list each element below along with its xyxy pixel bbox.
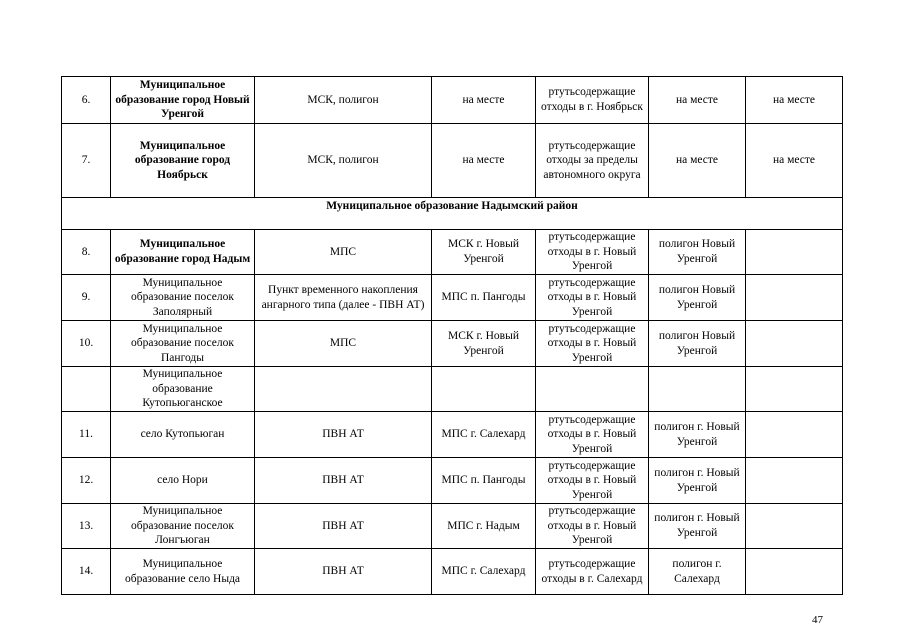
table-row [62,367,843,412]
section-title: Муниципальное образование Надымский район [62,198,843,230]
row-number: 9. [62,275,111,321]
table-row [62,321,843,367]
processing-place: полигон г. Новый Уренгой [649,458,746,504]
disposal-place: на месте [746,77,843,124]
row-number: 12. [62,458,111,504]
table-row [62,412,843,458]
municipality-name: Муниципальное образование поселок Пангоды [111,321,255,367]
disposal-place [746,549,843,595]
municipality-name: Муниципальное образование село Ныда [111,549,255,595]
section-header-row [62,198,843,230]
accumulation-place: МПС [255,230,432,275]
accumulation-place [255,367,432,412]
municipality-name: село Нори [111,458,255,504]
row-number: 7. [62,124,111,198]
collection-place: МСК г. Новый Уренгой [432,230,536,275]
transport-direction: ртутьсодержащие отходы в г. Новый Уренгой [536,412,649,458]
disposal-place [746,412,843,458]
table-row [62,124,843,198]
processing-place: полигон Новый Уренгой [649,275,746,321]
row-number: 10. [62,321,111,367]
transport-direction: ртутьсодержащие отходы в г. Салехард [536,549,649,595]
accumulation-place: ПВН АТ [255,504,432,549]
transport-direction: ртутьсодержащие отходы в г. Новый Уренгой [536,230,649,275]
collection-place: МПС г. Салехард [432,412,536,458]
transport-direction: ртутьсодержащие отходы за пределы автономного округа [536,124,649,198]
processing-place [649,367,746,412]
processing-place: полигон г. Салехард [649,549,746,595]
collection-place: МПС п. Пангоды [432,275,536,321]
municipality-name: Муниципальное образование город Надым [111,230,255,275]
transport-direction: ртутьсодержащие отходы в г. Новый Уренгой [536,275,649,321]
accumulation-place: ПВН АТ [255,549,432,595]
collection-place [432,367,536,412]
row-number: 11. [62,412,111,458]
municipality-name: село Кутопьюган [111,412,255,458]
table-body [62,77,843,595]
table-row [62,504,843,549]
transport-direction: ртутьсодержащие отходы в г. Новый Уренгой [536,458,649,504]
accumulation-place: Пункт временного накопления ангарного типа (далее - ПВН АТ) [255,275,432,321]
processing-place: на месте [649,124,746,198]
table-row [62,275,843,321]
row-number: 13. [62,504,111,549]
waste-management-table [61,76,843,595]
municipality-name: Муниципальное образование поселок Лонгъюган [111,504,255,549]
processing-place: полигон Новый Уренгой [649,230,746,275]
collection-place: МПС г. Надым [432,504,536,549]
row-number: 8. [62,230,111,275]
collection-place: МПС г. Салехард [432,549,536,595]
processing-place: полигон г. Новый Уренгой [649,412,746,458]
disposal-place [746,504,843,549]
disposal-place: на месте [746,124,843,198]
municipality-name: Муниципальное образование город Ноябрьск [111,124,255,198]
disposal-place [746,230,843,275]
processing-place: полигон г. Новый Уренгой [649,504,746,549]
disposal-place [746,275,843,321]
collection-place: МСК г. Новый Уренгой [432,321,536,367]
collection-place: на месте [432,77,536,124]
municipality-name: Муниципальное образование город Новый Уренгой [111,77,255,124]
processing-place: полигон Новый Уренгой [649,321,746,367]
row-number: 14. [62,549,111,595]
collection-place: МПС п. Пангоды [432,458,536,504]
accumulation-place: МСК, полигон [255,124,432,198]
disposal-place [746,367,843,412]
table-row [62,549,843,595]
municipality-name: Муниципальное образование поселок Заполярный [111,275,255,321]
transport-direction: ртутьсодержащие отходы в г. Новый Уренгой [536,321,649,367]
disposal-place [746,321,843,367]
collection-place: на месте [432,124,536,198]
disposal-place [746,458,843,504]
row-number: 6. [62,77,111,124]
table-row [62,458,843,504]
accumulation-place: ПВН АТ [255,412,432,458]
accumulation-place: МСК, полигон [255,77,432,124]
table-row [62,230,843,275]
transport-direction [536,367,649,412]
transport-direction: ртутьсодержащие отходы в г. Новый Уренгой [536,504,649,549]
page-number: 47 [812,614,823,626]
transport-direction: ртутьсодержащие отходы в г. Ноябрьск [536,77,649,124]
municipality-name: Муниципальное образование Кутопьюганское [111,367,255,412]
accumulation-place: ПВН АТ [255,458,432,504]
accumulation-place: МПС [255,321,432,367]
row-number [62,367,111,412]
table-row [62,77,843,124]
processing-place: на месте [649,77,746,124]
